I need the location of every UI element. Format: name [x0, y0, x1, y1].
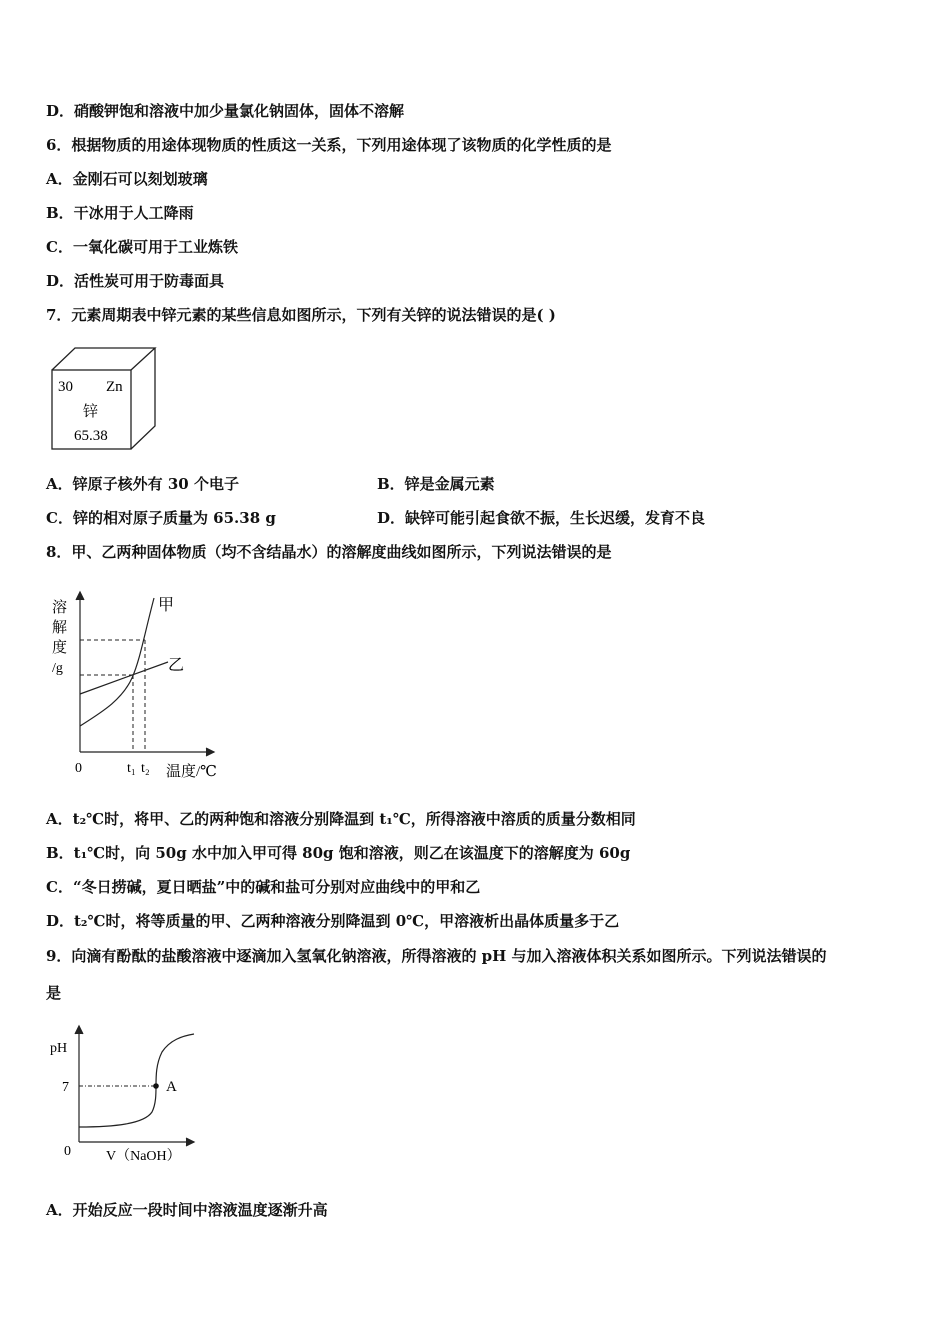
curve-yi-label: 乙: [168, 657, 185, 674]
q8-option-a: A．t₂℃时，将甲、乙的两种饱和溶液分别降温到 t₁℃，所得溶液中溶质的质量分数相同: [46, 810, 636, 828]
ylabel-char-1: 溶: [52, 600, 68, 616]
ph-x-axis-arrow: [186, 1138, 194, 1146]
origin-label: 0: [75, 761, 82, 776]
zinc-element-cell-figure: [48, 346, 160, 452]
q6-option-c: C．一氧化碳可用于工业炼铁: [46, 238, 238, 256]
q6-option-a: A．金刚石可以刻划玻璃: [46, 170, 208, 188]
q7-option-d: D．缺锌可能引起食欲不振，生长迟缓，发育不良: [377, 509, 706, 527]
ylabel-unit: /g: [52, 661, 63, 676]
element-atomic-number: 30: [58, 379, 73, 395]
t2-label: t₂: [141, 761, 150, 776]
element-symbol: Zn: [106, 379, 123, 395]
ph-y-axis-arrow: [75, 1026, 83, 1034]
q8-option-c: C．“冬日捞碱，夏日晒盐”中的碱和盐可分别对应曲线中的甲和乙: [46, 878, 481, 896]
q8-stem: 8．甲、乙两种固体物质（均不含结晶水）的溶解度曲线如图所示，下列说法错误的是: [46, 543, 612, 561]
q9-option-a: A．开始反应一段时间中溶液温度逐渐升高: [46, 1201, 328, 1219]
ph-curve-figure: [44, 1024, 204, 1169]
ph-tick-7: 7: [62, 1080, 69, 1095]
point-a-marker: [153, 1083, 159, 1089]
ylabel-char-2: 解: [52, 620, 68, 636]
ph-xlabel: V（NaOH）: [106, 1149, 181, 1164]
q7-option-b: B．锌是金属元素: [377, 475, 495, 493]
element-name: 锌: [83, 404, 99, 420]
x-axis-arrow: [206, 748, 214, 756]
q9-stem-line1: 9．向滴有酚酞的盐酸溶液中逐滴加入氢氧化钠溶液，所得溶液的 pH 与加入溶液体积关系如图所示。下列说法错误的: [46, 947, 827, 965]
q7-option-a: A．锌原子核外有 30 个电子: [46, 475, 239, 493]
q6-option-b: B．干冰用于人工降雨: [46, 204, 194, 222]
element-cell-side-face: [131, 348, 155, 449]
element-cell-top-face: [52, 348, 155, 370]
q8-option-b: B．t₁℃时，向 50g 水中加入甲可得 80g 饱和溶液，则乙在该温度下的溶解度为 60g: [46, 844, 631, 862]
solubility-curve-figure: [44, 588, 234, 784]
q7-option-c: C．锌的相对原子质量为 65.38 g: [46, 509, 276, 527]
q9-stem-line2: 是: [46, 984, 62, 1002]
xlabel: 温度/℃: [166, 764, 217, 780]
q6-option-d: D．活性炭可用于防毒面具: [46, 272, 225, 290]
ph-ylabel: pH: [50, 1041, 68, 1056]
q7-stem: 7．元素周期表中锌元素的某些信息如图所示，下列有关锌的说法错误的是( ): [46, 306, 556, 324]
ylabel-char-3: 度: [52, 640, 68, 656]
curve-jia: [80, 598, 154, 726]
t1-label: t₁: [127, 761, 136, 776]
curve-yi: [80, 662, 168, 694]
q5-option-d: D．硝酸钾饱和溶液中加少量氯化钠固体，固体不溶解: [46, 102, 405, 120]
q8-option-d: D．t₂℃时，将等质量的甲、乙两种溶液分别降温到 0℃，甲溶液析出晶体质量多于乙: [46, 912, 620, 930]
q6-stem: 6．根据物质的用途体现物质的性质这一关系，下列用途体现了该物质的化学性质的是: [46, 136, 612, 154]
y-axis-arrow: [76, 592, 84, 600]
element-atomic-mass: 65.38: [74, 428, 108, 444]
curve-jia-label: 甲: [158, 597, 175, 614]
point-a-label: A: [166, 1079, 177, 1095]
ph-origin: 0: [64, 1144, 71, 1159]
